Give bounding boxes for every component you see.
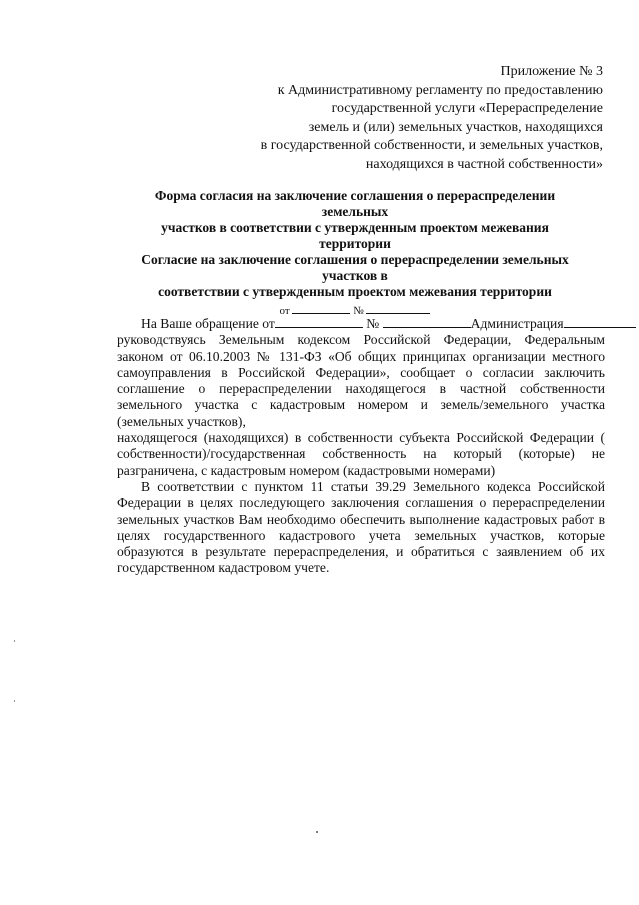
appendix-header bbox=[183, 63, 603, 174]
body-line: самоуправления в Российской Федерации», сообщает о согласии заключить bbox=[117, 364, 605, 380]
request-label: На Ваше обращение от bbox=[141, 316, 275, 331]
request-number-sign: № bbox=[366, 316, 380, 331]
request-date-blank bbox=[275, 316, 363, 328]
title-line: соответствии с утвержденным проектом межевания территории bbox=[158, 284, 552, 299]
title-line: Согласие на заключение соглашения о перераспределении земельных bbox=[141, 252, 569, 267]
paragraph-first-line bbox=[117, 316, 605, 332]
appendix-line: находящихся в частной собственности» bbox=[365, 156, 603, 172]
date-blank bbox=[292, 302, 350, 314]
administration-label: Администрация bbox=[470, 316, 564, 331]
document-title bbox=[110, 188, 600, 300]
body-text bbox=[117, 316, 605, 577]
appendix-line: в государственной собственности, и земельных участков, bbox=[260, 138, 603, 153]
body-line: Федерации в целях последующего заключения соглашения о перераспределении bbox=[117, 495, 605, 511]
body-line: государственном кадастровом учете. bbox=[117, 560, 330, 576]
body-line: В соответствии с пунктом 11 статьи 39.29 Земельного кодекса Российской bbox=[141, 478, 605, 494]
body-line: земельных участков Вам необходимо обеспечить выполнение кадастровых работ в bbox=[117, 511, 605, 527]
administration-blank bbox=[564, 316, 636, 328]
appendix-line: Приложение № 3 bbox=[500, 64, 603, 79]
body-line: разграничена, с кадастровым номером (кадастровыми номерами) bbox=[117, 462, 496, 478]
scan-dot bbox=[316, 831, 318, 833]
body-line: руководствуясь Земельным кодексом Российской Федерации, Федеральным bbox=[117, 332, 605, 348]
scan-speck bbox=[14, 700, 15, 702]
number-sign: № bbox=[353, 305, 364, 317]
title-line: участков в соответствии с утвержденным проектом межевания bbox=[161, 220, 549, 235]
body-line: образуются в результате перераспределения, и обратиться с заявлением об их bbox=[117, 544, 605, 560]
body-line: целях государственного кадастрового учета земельных участков, которые bbox=[117, 527, 605, 543]
body-line: земельного участка с кадастровым номером и земель/земельного участка bbox=[117, 397, 605, 413]
appendix-line: к Административному регламенту по предоставлению bbox=[277, 82, 603, 98]
appendix-line: земель и (или) земельных участков, находящихся bbox=[308, 119, 603, 135]
scan-speck bbox=[14, 640, 15, 642]
title-line: участков в bbox=[322, 268, 388, 283]
title-line: территории bbox=[319, 236, 391, 251]
title-line: Форма согласия на заключение соглашения о перераспределении bbox=[154, 188, 556, 203]
title-line: земельных bbox=[321, 204, 389, 219]
body-line: (земельных участков), bbox=[117, 413, 246, 429]
body-line: собственности)/государственная собственность на который (которые) не bbox=[117, 446, 605, 462]
body-line: находящегося (находящихся) в собственности субъекта Российской Федерации ( bbox=[117, 430, 605, 446]
request-number-blank bbox=[383, 316, 471, 328]
number-blank bbox=[366, 302, 430, 314]
appendix-line: государственной услуги «Перераспределение bbox=[331, 101, 603, 116]
body-line: соглашение о перераспределении находящегося в частной собственности bbox=[117, 381, 605, 397]
date-from-label: от bbox=[279, 305, 290, 317]
date-number-line bbox=[110, 302, 600, 317]
body-line: законом от 06.10.2003 № 131-ФЗ «Об общих принципах организации местного bbox=[117, 348, 605, 364]
